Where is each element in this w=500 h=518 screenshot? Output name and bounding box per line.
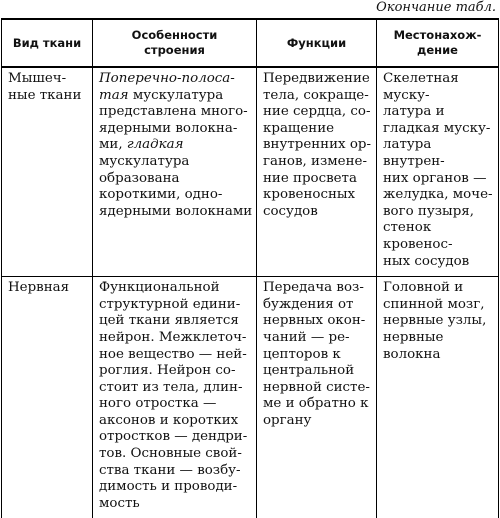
structure-text-part1: мускулатура представлена много- ядерными волокна- ми, [99,87,248,153]
header-tissue-type: Вид ткани [2,19,93,67]
italic-term-striated: Поперечно-полоса- тая [99,71,235,103]
cell-tissue-muscle: Мышеч- ные ткани [2,67,93,277]
cell-functions-muscle: Передвижение тела, сокраще- ние сердца, со- кращение внутренних ор- ганов, измене- ние просвета кровеносных сосудов [257,67,377,277]
table-caption: Окончание табл. [376,0,496,15]
header-location: Местонахож- дение [377,19,499,67]
table-row-muscle [2,67,499,277]
cell-functions-nervous: Передача воз- буждения от нервных окон- чаний — ре- цепторов к центральной нервной систе- ме и обратно к органу [257,277,377,518]
cell-location-muscle: Скелетная муску- латура и гладкая муску- латура внутрен- них органов — желудка, моче- вого пузыря, стенок кровенос- ных сосудов [377,67,499,277]
table-header-row [2,19,499,67]
cell-tissue-nervous: Нервная [2,277,93,518]
structure-text-part2: мускулатура образована короткими, одно- ядерными волокнами [99,153,253,219]
cell-structure-muscle [93,67,257,277]
cell-location-nervous: Головной и спинной мозг, нервные узлы, нервные волокна [377,277,499,518]
header-functions: Функции [257,19,377,67]
tissue-table [1,18,499,518]
cell-structure-nervous: Функциональной структурной едини- цей ткани является нейрон. Межклеточ- ное вещество — ней- роглия. Нейрон со- стоит из тела, длин- ного отростка — аксонов и коротких отростков — дендри- тов. Основные свой- ства ткани — возбу- димость и проводи- мость [93,277,257,518]
italic-term-smooth: гладкая [126,137,184,153]
table-row-nervous [2,277,499,518]
header-structure: Особенности строения [93,19,257,67]
